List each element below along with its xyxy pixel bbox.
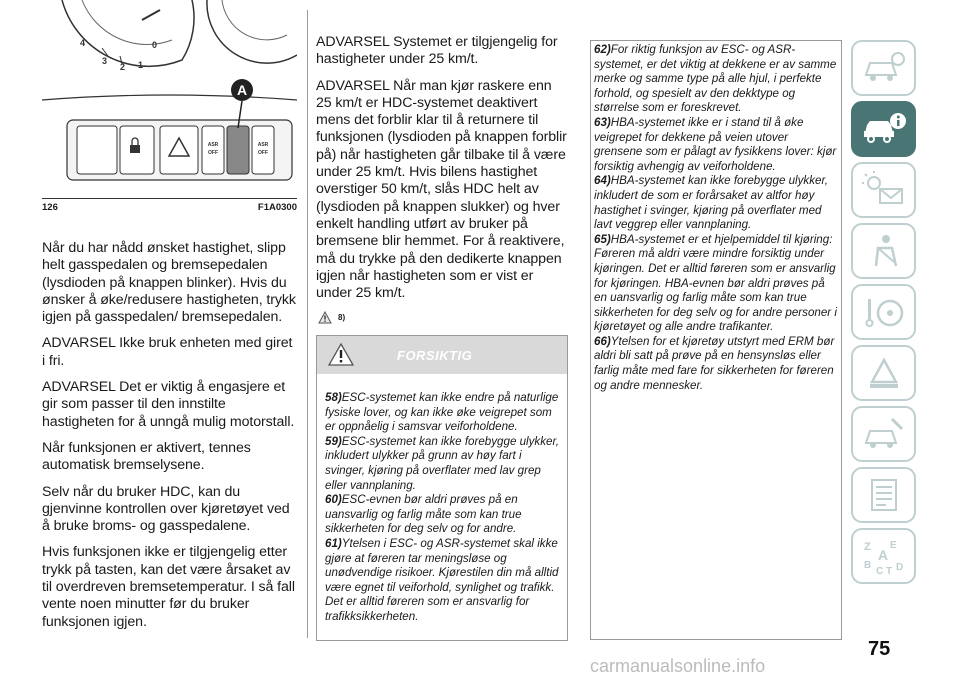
caution-note <box>325 537 559 625</box>
side-note <box>594 116 838 174</box>
button-label: ASR <box>257 142 269 148</box>
caution-reference <box>318 311 568 324</box>
tab-maintenance[interactable] <box>851 406 916 462</box>
tab-lights-messages[interactable] <box>851 162 916 218</box>
note-number: 64) <box>594 174 611 188</box>
dial-number: 4 <box>80 38 86 48</box>
svg-text:E: E <box>889 540 897 551</box>
button-label: OFF <box>258 150 268 156</box>
dial-number: 2 <box>120 62 126 72</box>
note-number: 60) <box>325 493 342 507</box>
light-envelope-icon <box>862 171 906 209</box>
side-note <box>594 174 838 232</box>
dashboard-illustration <box>42 0 297 195</box>
note-text: HBA-systemet ikke er i stand til å øke veigrepet for dekkene på veien utover grensene som er pålagt av fysikkens lover: kjør forsiktig avhengig av veiforholdene. <box>594 115 837 173</box>
paragraph: ADVARSEL Systemet er tilgjengelig for hastigheter under 25 km/t. <box>316 34 558 68</box>
figure-page-ref: 126 <box>42 202 58 213</box>
figure-caption <box>42 198 297 215</box>
paragraph: Hvis funksjonen ikke er tilgjengelig etter trykk på tasten, kan det være årsaket av til overdreven bremsetemperatur. I så fall vente noen minutter før du bruker funksjonen igjen. <box>42 544 295 630</box>
dashboard-figure <box>42 0 297 195</box>
tab-safety[interactable] <box>851 223 916 279</box>
note-text: HBA-systemet kan ikke forebygge ulykker, inkludert de som er forårsaket av altfor høy hastighet i svinger, kjøring på overflater med lavt veggrep eller vannplaning. <box>594 174 828 232</box>
car-info-icon <box>860 111 908 147</box>
note-text: ESC-systemet kan ikke endre på naturlige fysiske lover, og kan ikke øke veigrepet som er oppnåelig i samsvar veiforholdene. <box>325 391 559 434</box>
svg-text:D: D <box>895 562 903 573</box>
reference-label: 8) <box>338 313 346 323</box>
caution-box <box>316 335 568 641</box>
caution-header <box>317 336 567 374</box>
caution-note <box>325 435 559 493</box>
note-number: 58) <box>325 391 342 404</box>
paragraph: Selv når du bruker HDC, kan du gjenvinne kontrollen over kjøretøyet ved å bruke broms- og gasspedalene. <box>42 483 290 535</box>
notes-box <box>590 40 842 640</box>
tab-index[interactable] <box>851 528 916 584</box>
figure-code: F1A0300 <box>257 202 297 213</box>
svg-text:B: B <box>863 560 871 571</box>
caution-note <box>325 391 559 435</box>
alphabet-index-icon <box>860 536 908 576</box>
tab-car-info[interactable] <box>851 101 916 157</box>
note-number: 61) <box>325 536 342 550</box>
paragraph: ADVARSEL Når man kjør raskere enn 25 km/t er HDC-systemet deaktivert mens det forblir klar til å returnere til funksjonen (lysdioden på knappen forblir på) når hastigheten går tilbake til å være under 25 km/t. Hvis bilens hastighet overstiger 50 km/t, slås HDC helt av (lysdioden på knappen slukker) og hver enkelt handling utført av bruker på bremsene blir hemmet. For å reaktivere, må du trykke på den dedikerte knappen igjen når hastigheten som er vist er under 25 km/t. <box>316 77 567 302</box>
checklist-icon <box>862 476 906 514</box>
svg-text:Z: Z <box>863 541 871 553</box>
tab-technical-data[interactable] <box>851 467 916 523</box>
figure-label-a: A <box>236 82 248 98</box>
side-note <box>594 233 838 335</box>
note-number: 65) <box>594 232 611 246</box>
svg-text:T: T <box>885 566 892 576</box>
side-note <box>594 335 838 393</box>
note-number: 62) <box>594 43 611 56</box>
car-wrench-icon <box>862 415 906 453</box>
note-text: For riktig funksjon av ESC- og ASR-systemet, er det viktig at dekkene er av samme merke og samme type på alle hjul, i perfekte forhold, og spesielt av den dekktype og størrelse som er foreskrevet. <box>594 43 837 115</box>
paragraph: Når funksjonen er aktivert, tennes automatisk bremselysene. <box>42 439 251 474</box>
tab-starting-driving[interactable] <box>851 284 916 340</box>
watermark: carmanualsonline.info <box>590 656 766 676</box>
note-number: 66) <box>594 334 611 348</box>
column-divider <box>307 10 308 638</box>
button-label: ASR <box>207 142 219 148</box>
warning-triangle-icon <box>318 311 332 324</box>
note-text: ESC-systemet kan ikke forebygge ulykker, inkludert ulykker på grunn av høy fart i svinger, kjøring på overflater med lav grep eller vannplaning. <box>325 434 559 492</box>
button-label: OFF <box>208 150 218 156</box>
side-note <box>594 43 838 116</box>
paragraph: ADVARSEL Ikke bruk enheten med giret i fri. <box>42 335 293 369</box>
note-text: HBA-systemet er et hjelpemiddel til kjøring: Føreren må aldri være mindre forsiktig under kjøringen. Det er alltid føreren som er ansvarlig for kjøringen. HBA-evnen bør aldri prøves på en uansvarlig og farlig måte som kan true sikkerheten for deg selv og for andre personer i kjøretøyet og alle andre trafikanter. <box>594 232 837 334</box>
dial-number: 0 <box>152 40 158 50</box>
svg-text:A: A <box>877 547 888 563</box>
caution-title: FORSIKTIG <box>397 348 473 363</box>
page-number: 75 <box>868 638 891 660</box>
warning-triangle-icon <box>327 342 355 367</box>
seatbelt-person-icon <box>862 232 906 270</box>
note-number: 59) <box>325 434 342 448</box>
note-text: Ytelsen for et kjøretøy utstyrt med ERM bør aldri bli satt på prøve på en hensynsløs eller farlig måte med fare for sikkerheten for føreren og andre mennesker. <box>594 334 835 392</box>
note-text: Ytelsen i ESC- og ASR-systemet skal ikke gjøre at føreren tar meningsløse og unødvendige risikoer. Kjørestilen din må alltid være egnet til veiforhold, synlighet og trafikk. Det er alltid føreren som er ansvarlig for trafikksikkerheten. <box>325 536 559 623</box>
caution-note <box>325 493 559 537</box>
tab-dashboard[interactable] <box>851 40 916 96</box>
note-text: ESC-evnen bør aldri prøves på en uansvarlig og farlig måte som kan true sikkerheten for deg selv og for andre. <box>325 493 522 536</box>
dial-number: 1 <box>138 60 144 70</box>
paragraph: Når du har nådd ønsket hastighet, slipp helt gasspedalen og bremsepedalen (lysdioden på knappen blinker). Hvis du ønsker å øke/redusere hastigheten, trykk igjen på gasspedalen/ bremsepedalen. <box>42 240 296 326</box>
dial-number: 3 <box>102 56 108 66</box>
paragraph: ADVARSEL Det er viktig å engasjere et gir som passer til den innstilte hastigheten for å unngå mulig motorstall. <box>42 379 295 430</box>
steering-key-icon <box>862 293 906 331</box>
warning-light-icon <box>862 354 906 392</box>
note-number: 63) <box>594 115 611 129</box>
svg-text:C: C <box>875 566 883 576</box>
tab-emergency[interactable] <box>851 345 916 401</box>
dashboard-car-icon <box>862 51 906 85</box>
